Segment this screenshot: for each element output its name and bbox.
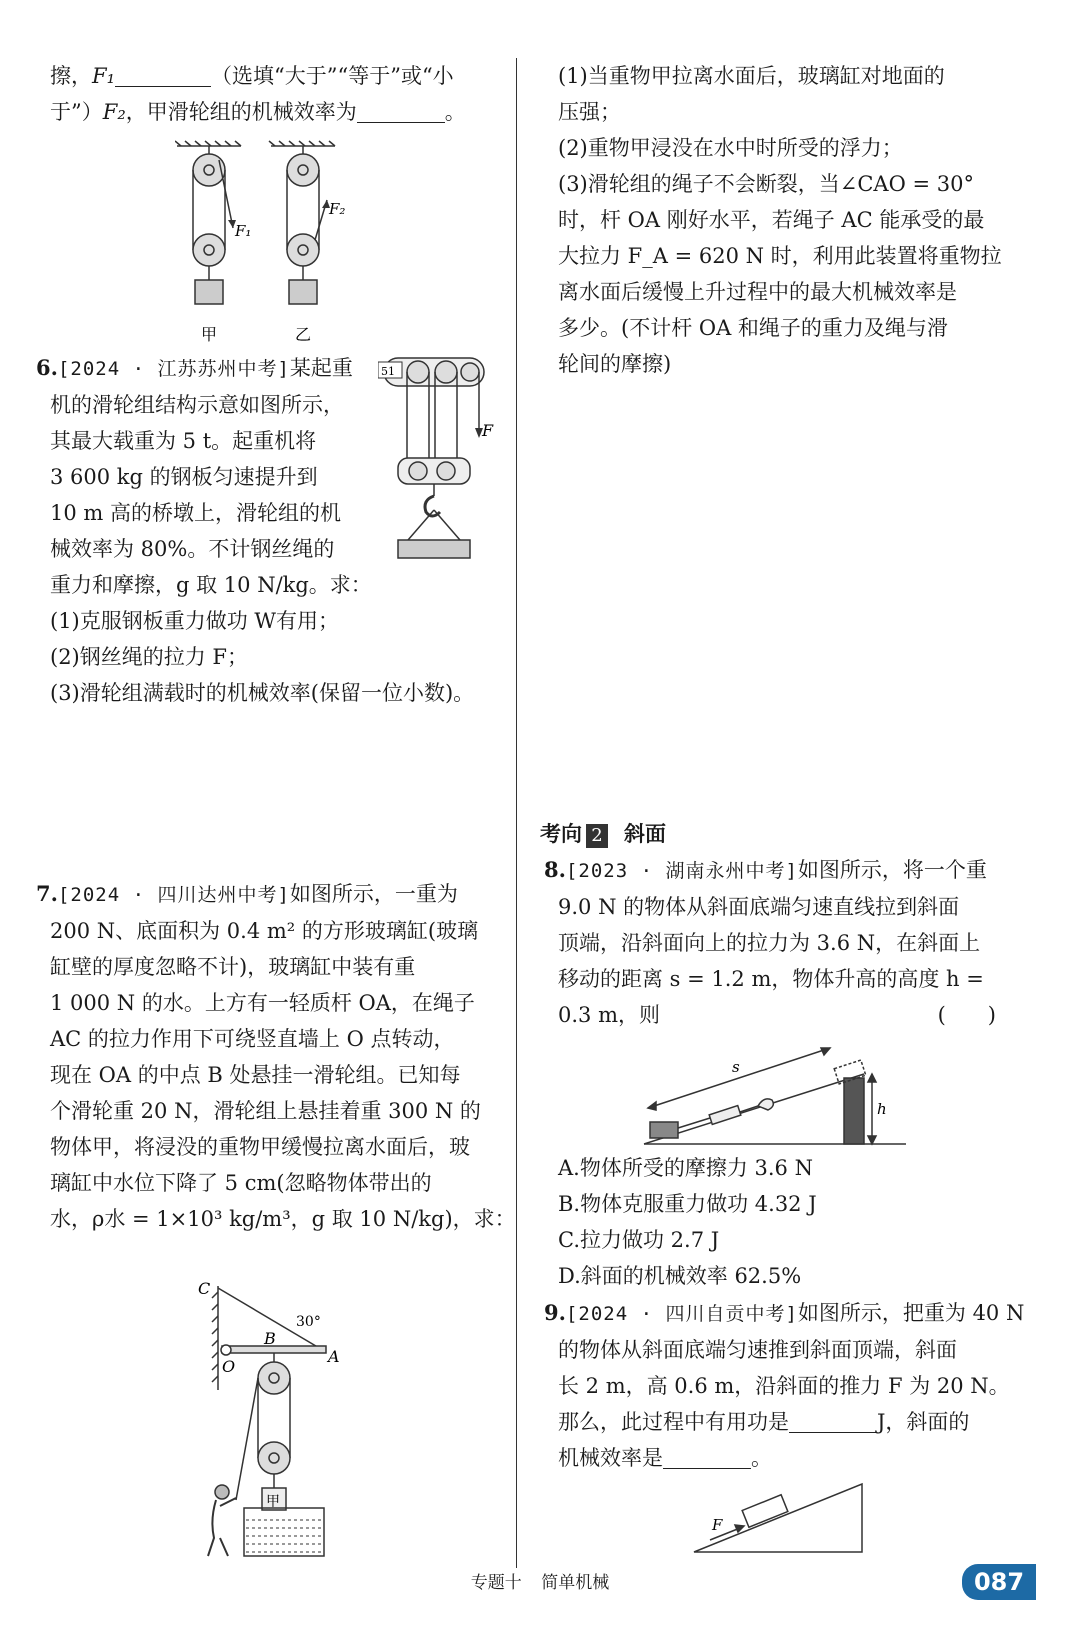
q7-label-b: B [264,1329,276,1348]
q8-option-c[interactable]: C.拉力做功 2.7 J [558,1228,720,1252]
question-7: 7.[2024 · 四川达州中考]如图所示，一重为 200 N、底面积为 0.4 m² 的方形玻璃缸(玻璃 缸壁的厚度忽略不计)，玻璃缸中装有重 1 000 N 的水。上方有一轻质杆 OA，在绳子 AC 的拉力作用下可绕竖直墙上 O 点转动， 现在 OA 的中点 B 处悬挂一滑轮组。已知每 个滑轮重 20 N，滑轮组上悬挂着重 300 N 的 物体甲，将浸没的重物甲缓慢拉离水面后，玻 璃缸中水位下降了 5 cm(忽略物体带出的 水，ρ水 = 1×10³ kg/m³，g 取 10 N/kg)，求： [36,881,516,1231]
q8-option-b[interactable]: B.物体克服重力做功 4.32 J [558,1192,817,1216]
q6-number: 6. [36,355,58,380]
q5-blank-compare[interactable] [115,62,211,87]
q7-sub-1: (1)当重物甲拉离水面后，玻璃缸对地面的 [558,64,945,88]
q8-options [558,1150,996,1294]
question-6: 6.[2024 · 江苏苏州中考]某起重 机的滑轮组结构示意如图所示， 其最大载重为 5 t。起重机将 3 600 kg 的钢板匀速提升到 10 m 高的桥墩上，滑轮组的机 械效率为 80%。不计钢丝绳的 重力和摩擦，g 取 10 N/kg。求： (1)克服钢板重力做功 W有用； (2)钢丝绳的拉力 F； (3)滑轮组满载时的机械效率(保留一位小数)。 [50,350,498,711]
q8-incline-figure [640,1034,910,1150]
q7-source: [2024 · 四川达州中考] [57,884,290,906]
q5-label-yi: 乙 [295,325,312,344]
q8-option-a[interactable]: A.物体所受的摩擦力 3.6 N [558,1156,813,1180]
q5-f1-label: F₁ [235,222,252,240]
q6-crane-figure [378,350,496,560]
q7-label-jia: 甲 [266,1494,280,1510]
q8-source: [2023 · 湖南永州中考] [565,860,798,882]
q9-blank-efficiency[interactable] [663,1444,751,1469]
q7-number: 7. [36,881,58,906]
q8-answer-paren[interactable]: ( ) [937,1003,996,1027]
footer-title: 简单机械 [541,1573,610,1593]
section-title: 斜面 [624,822,666,846]
q8-h-label: h [877,1100,887,1118]
q5-line-1: 擦，F₁ （选填“大于”“等于”或“小 [50,64,454,88]
q5-continuation [50,58,498,130]
q5-blank-efficiency[interactable] [357,98,445,123]
q6-sub-1: (1)克服钢板重力做功 W有用； [50,609,340,633]
q9-blank-useful-work[interactable] [789,1408,877,1433]
q6-sub-3: (3)滑轮组满载时的机械效率(保留一位小数)。 [50,681,475,705]
column-divider [516,58,517,1568]
section-number-badge: 2 [586,824,608,848]
page-number: 087 [962,1564,1036,1600]
q7-sub-3: (3)滑轮组的绳子不会断裂，当∠CAO = 30° [558,172,974,196]
q5-label-jia: 甲 [201,325,218,344]
q7-lever-figure [196,1280,346,1560]
q9-number: 9. [544,1300,566,1325]
q7-label-a: A [328,1347,340,1366]
q9-source: [2024 · 四川自贡中考] [565,1303,798,1325]
q8-s-label: s [732,1058,740,1076]
q5-pulley-figure [175,140,375,350]
q5-f2-label: F₂ [329,200,346,218]
question-8: 8.[2023 · 湖南永州中考]如图所示，将一个重 9.0 N 的物体从斜面底端匀速直线拉到斜面 顶端，沿斜面向上的拉力为 3.6 N，在斜面上 移动的距离 s = 1.2 m，物体升高的高度 h = 0.3 m，则 ( ) [558,852,996,1033]
question-9: 9.[2024 · 四川自贡中考]如图所示，把重为 40 N 的物体从斜面底端匀速推到斜面顶端，斜面 长 2 m，高 0.6 m，沿斜面的推力 F 为 20 N。 那么，此过程中有用功是 J，斜面的 机械效率是 。 [544,1300,1025,1470]
q6-force-label: F [482,421,494,440]
q9-incline-figure [690,1480,870,1556]
q5-line-2: 于”）F₂，甲滑轮组的机械效率为 。 [50,100,466,124]
q7-sub-2: (2)重物甲浸没在水中时所受的浮力； [558,136,903,160]
q8-option-d[interactable]: D.斜面的机械效率 62.5% [558,1264,802,1288]
q7-angle-label: 30° [296,1314,321,1330]
q6-fig-label: 51 [381,365,395,378]
q8-number: 8. [544,857,566,882]
footer-topic: 专题十 [470,1573,522,1593]
q9-force-label: F [712,1516,723,1534]
section-heading: 考向 2 斜面 [540,822,666,846]
q6-source: [2024 · 江苏苏州中考] [57,358,290,380]
page-footer [0,1568,1080,1593]
q7-label-o: O [222,1357,236,1376]
q6-sub-2: (2)钢丝绳的拉力 F； [50,645,248,669]
q7-continuation: (1)当重物甲拉离水面后，玻璃缸对地面的 压强； (2)重物甲浸没在水中时所受的浮力； (3)滑轮组的绳子不会断裂，当∠CAO = 30° 时，杆 OA 刚好水平，若绳子 AC 能承受的最 大拉力 F_A = 620 N 时，利用此装置将重物拉 离水面后缓慢上升过程中的最大机械效率是 多少。(不计杆 OA 和绳子的重力及绳与滑 轮间的摩擦) [558,58,996,382]
q7-label-c: C [198,1280,211,1298]
